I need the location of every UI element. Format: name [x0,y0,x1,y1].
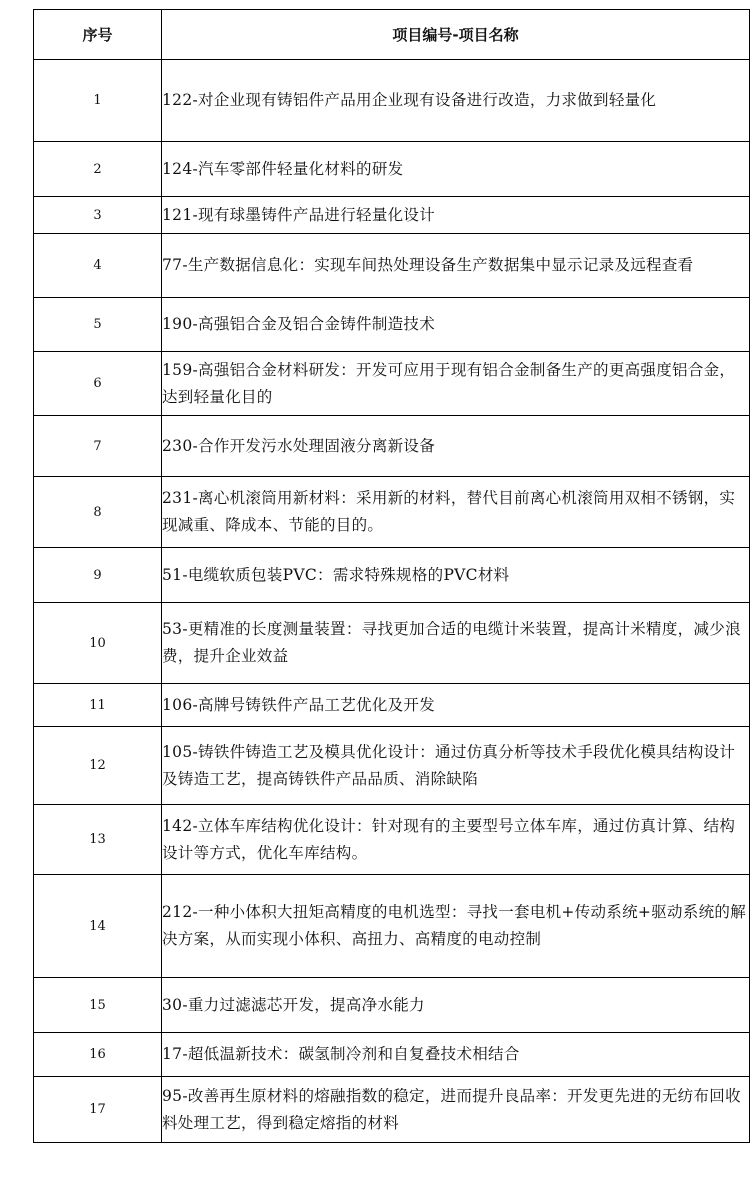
row-project-name: 30-重力过滤滤芯开发，提高净水能力 [162,978,750,1033]
row-number: 1 [34,60,162,142]
table-row [34,142,750,197]
row-number: 15 [34,978,162,1033]
table-row [34,1033,750,1077]
row-number: 12 [34,727,162,805]
row-project-name: 122-对企业现有铸铝件产品用企业现有设备进行改造，力求做到轻量化 [162,60,750,142]
table-header-row [34,10,750,60]
row-number: 8 [34,477,162,548]
row-project-name: 124-汽车零部件轻量化材料的研发 [162,142,750,197]
row-number: 2 [34,142,162,197]
table-row [34,727,750,805]
row-number: 14 [34,875,162,978]
table-body [34,60,750,1143]
row-project-name: 159-高强铝合金材料研发：开发可应用于现有铝合金制备生产的更高强度铝合金，达到轻量化目的 [162,352,750,416]
row-project-name: 190-高强铝合金及铝合金铸件制造技术 [162,298,750,352]
table-row [34,352,750,416]
row-number: 3 [34,197,162,234]
table-row [34,548,750,603]
row-project-name: 17-超低温新技术：碳氢制冷剂和自复叠技术相结合 [162,1033,750,1077]
row-number: 13 [34,805,162,875]
row-number: 16 [34,1033,162,1077]
row-number: 5 [34,298,162,352]
table-row [34,298,750,352]
table-row [34,234,750,298]
row-number: 11 [34,684,162,727]
row-project-name: 142-立体车库结构优化设计：针对现有的主要型号立体车库，通过仿真计算、结构设计等方式，优化车库结构。 [162,805,750,875]
row-project-name: 106-高牌号铸铁件产品工艺优化及开发 [162,684,750,727]
row-project-name: 95-改善再生原材料的熔融指数的稳定，进而提升良品率：开发更先进的无纺布回收料处理工艺，得到稳定熔指的材料 [162,1077,750,1143]
row-project-name: 212-一种小体积大扭矩高精度的电机选型：寻找一套电机+传动系统+驱动系统的解决方案，从而实现小体积、高扭力、高精度的电动控制 [162,875,750,978]
table-row [34,978,750,1033]
project-table [33,9,750,1143]
table-row [34,416,750,477]
row-project-name: 230-合作开发污水处理固液分离新设备 [162,416,750,477]
header-serial-number: 序号 [34,10,162,60]
row-number: 10 [34,603,162,684]
table-row [34,603,750,684]
table-row [34,477,750,548]
header-project-name: 项目编号-项目名称 [162,10,750,60]
row-project-name: 105-铸铁件铸造工艺及模具优化设计：通过仿真分析等技术手段优化模具结构设计及铸造工艺，提高铸铁件产品品质、消除缺陷 [162,727,750,805]
table-row [34,875,750,978]
row-number: 9 [34,548,162,603]
row-number: 6 [34,352,162,416]
table-row [34,684,750,727]
row-number: 7 [34,416,162,477]
row-project-name: 121-现有球墨铸件产品进行轻量化设计 [162,197,750,234]
table-row [34,1077,750,1143]
row-project-name: 53-更精准的长度测量装置：寻找更加合适的电缆计米装置，提高计米精度，减少浪费，提升企业效益 [162,603,750,684]
row-project-name: 77-生产数据信息化：实现车间热处理设备生产数据集中显示记录及远程查看 [162,234,750,298]
row-number: 4 [34,234,162,298]
table-row [34,805,750,875]
row-project-name: 51-电缆软质包装PVC：需求特殊规格的PVC材料 [162,548,750,603]
table-row [34,197,750,234]
row-number: 17 [34,1077,162,1143]
table-row [34,60,750,142]
row-project-name: 231-离心机滚筒用新材料：采用新的材料，替代目前离心机滚筒用双相不锈钢，实现减重、降成本、节能的目的。 [162,477,750,548]
